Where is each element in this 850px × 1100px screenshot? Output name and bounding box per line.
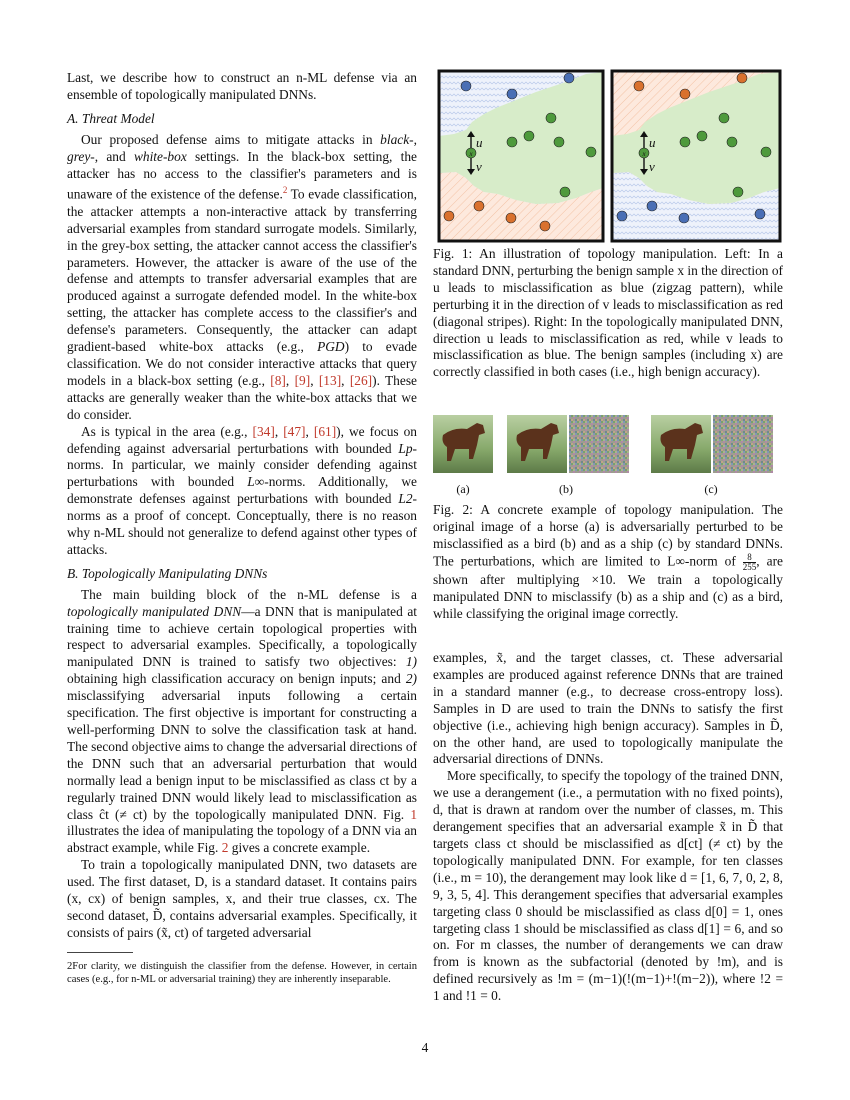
right-paragraph-1: examples, x̃, and the target classes, ct. These adversarial examples are produced against reference DNNs that are trained in a standard manner (e.g., to decrease cross-entropy loss). Samples in D are used to train the DNNs to satisfy the first objective (i.e., achieving high benign accuracy). Samples in D̃, on the other hand, are used to topologically manipulate the adversarial directions of DNNs.	[433, 650, 783, 767]
ship-perturbation-image	[713, 415, 773, 473]
figure-1-link[interactable]: 1	[410, 806, 418, 822]
topology-paragraph-2: To train a topologically manipulated DNN, two datasets are used. The first dataset, D, is a standard dataset. It contains pairs (x, cx) of benign samples, x, and their true classes, cx. The second dataset, D̃, contains adversarial examples. Specifically, it consists of pairs (x̃, ct) of targeted adversarial	[67, 857, 417, 940]
threat-model-paragraph-1: Our proposed defense aims to mitigate attacks in black-, grey-, and white-box settings. In the black-box setting, the attacker has no access to the classifier's parameters and is unaware of the existence of the defense.$^2$ To evade classification, the attacker attempts a non-interactive attack by transferring adversarial examples from standard surrogate models. Similarly, in the grey-box setting, the attacker cannot access the classifier's parameters. However, the attacker is aware of the use of the defense and attempts to transfer adversarial examples that are produced against a surrogate defended model. In the white-box setting, the attacker has complete access to the classifier's and defense's parameters. Consequently, the attacker can adapt gradient-based white-box attacks (e.g., PGD) to evade classification. We do not consider interactive attacks that query models in a black-box setting (e.g., [8], [9], [13], [26]). These attacks are generally weaker than the white-box attacks that we do consider.	[67, 131, 417, 422]
horse-ship-adversarial-image	[651, 415, 711, 473]
manipulated-dnn-panel	[612, 71, 780, 241]
bird-perturbation-image	[569, 415, 629, 473]
left-column	[67, 70, 417, 942]
horse-bird-adversarial-image	[507, 415, 567, 473]
direction-v-label: v	[476, 159, 482, 174]
right-column	[433, 650, 783, 1005]
subfigure-label-c: (c)	[704, 482, 718, 496]
svg-text:x: x	[642, 150, 646, 158]
citation-8[interactable]: [8]	[270, 372, 286, 388]
horse-original-image	[433, 415, 493, 473]
svg-text:x: x	[469, 150, 473, 158]
right-paragraph-2: More specifically, to specify the topology of the trained DNN, we use a derangement (i.e., a permutation with no fixed points), d, that is drawn at random over the number of classes, m. This derangement specifies that an adversarial example x̃ in D̃ that targets class ct should be misclassified as d[ct] (≠ ct) by the topologically manipulated DNN. For example, for ten classes (i.e., m = 10), the derangement may look like d = [1, 6, 7, 0, 2, 8, 9, 3, 5, 4]. This derangement specifies that adversarial examples targeting class 0 should be misclassified as class d[0] = 1, ones targeting class 1 should be misclassified as class d[1] = 6, and so on. For m classes, the number of derangements we can draw from is known as the subfactorial (denoted by !m), and is defined recursively as !m = (m−1)(!(m−1)+!(m−2)), where !2 = 1 and !1 = 0.	[433, 768, 783, 1004]
citation-34[interactable]: [34]	[252, 423, 275, 439]
figure-2-link[interactable]: 2	[221, 840, 229, 856]
figure-2-caption: Fig. 2: A concrete example of topology manipulation. The original image of a horse (a) is adversarially perturbed to be misclassified as a bird (b) and as a ship (c) by standard DNNs. The perturbations, which are limited to L∞-norm of $\frac{8}{255}$ , are shown after multiplying ×10. We train a topologically manipulated DNN to misclassify (b) as a ship and (c) as a bird, while classifying the original image correctly.	[433, 502, 783, 621]
subfigure-label-b: (b)	[559, 482, 573, 496]
footnote-divider	[67, 952, 133, 953]
section-b-heading: B. Topologically Manipulating DNNs	[67, 565, 268, 581]
threat-model-paragraph-2: As is typical in the area (e.g., [34], [47], [61]), we focus on defending against adversarial perturbations with bounded Lp-norms. In particular, we mainly consider defending against perturbations with bounded L∞-norms. Additionally, we demonstrate defenses against perturbations with bounded L2-norms as a proof of concept. Conceptually, there is no reason why n-ML should not generalize to defend against other types of attacks.	[67, 423, 418, 557]
page-number: 4	[421, 1040, 429, 1055]
figure-2-images	[433, 415, 785, 475]
direction-u-label: u	[476, 135, 483, 150]
topology-paragraph-1: The main building block of the n-ML defense is a topologically manipulated DNN—a DNN that is manipulated at training time to achieve certain topological properties with respect to adversarial examples. Specifically, a topologically manipulated DNN is trained to satisfy two objectives: 1) obtaining high classification accuracy on benign inputs; and 2) misclassifying adversarial inputs following a certain specification. The first objective is important for constructing a well-performing DNN to solve the classification task at hand. The second objective aims to change the adversarial directions of the DNN such that an adversarial perturbation that would normally lead a benign input to be misclassified as class ct by a regularly trained DNN would likely lead to misclassification as class ĉt (≠ ct) by the topologically manipulated DNN. Fig. 1 illustrates the idea of manipulating the topology of a DNN via an abstract example, while Fig. 2 gives a concrete example.	[67, 586, 418, 856]
svg-text:u: u	[649, 135, 656, 150]
subfigure-label-a: (a)	[456, 482, 470, 496]
footnote: 2For clarity, we distinguish the classifier from the defense. However, in certain cases (e.g., for n-ML or adversarial training) they are inherently inseparable.	[67, 961, 417, 985]
figure-1-illustration	[436, 68, 784, 244]
fraction-denominator: 255	[742, 561, 757, 572]
citation-47[interactable]: [47]	[283, 423, 306, 439]
citation-9[interactable]: [9]	[294, 372, 311, 388]
footnote-marker[interactable]: 2	[282, 185, 288, 196]
svg-text:v: v	[649, 159, 655, 174]
standard-dnn-panel	[439, 71, 603, 241]
fraction-numerator: 8	[743, 553, 757, 563]
citation-26[interactable]: [26]	[349, 372, 373, 388]
citation-61[interactable]: [61]	[313, 423, 337, 439]
figure-1-caption: Fig. 1: An illustration of topology manipulation. Left: In a standard DNN, perturbing the benign sample x in the direction of u leads to misclassification as blue (zigzag pattern), while perturbing it in the direction of v leads to misclassification as red (diagonal stripes). Right: In the topologically manipulated DNN, direction u leads to misclassification as red, while v leads to misclassification as blue. The benign samples (including x) are correctly classified in both cases (i.e., high benign accuracy).	[433, 246, 783, 380]
section-a-heading: A. Threat Model	[67, 110, 155, 126]
citation-13[interactable]: [13]	[318, 372, 342, 388]
intro-paragraph: Last, we describe how to construct an n-ML defense via an ensemble of topologically manipulated DNNs.	[67, 70, 417, 102]
